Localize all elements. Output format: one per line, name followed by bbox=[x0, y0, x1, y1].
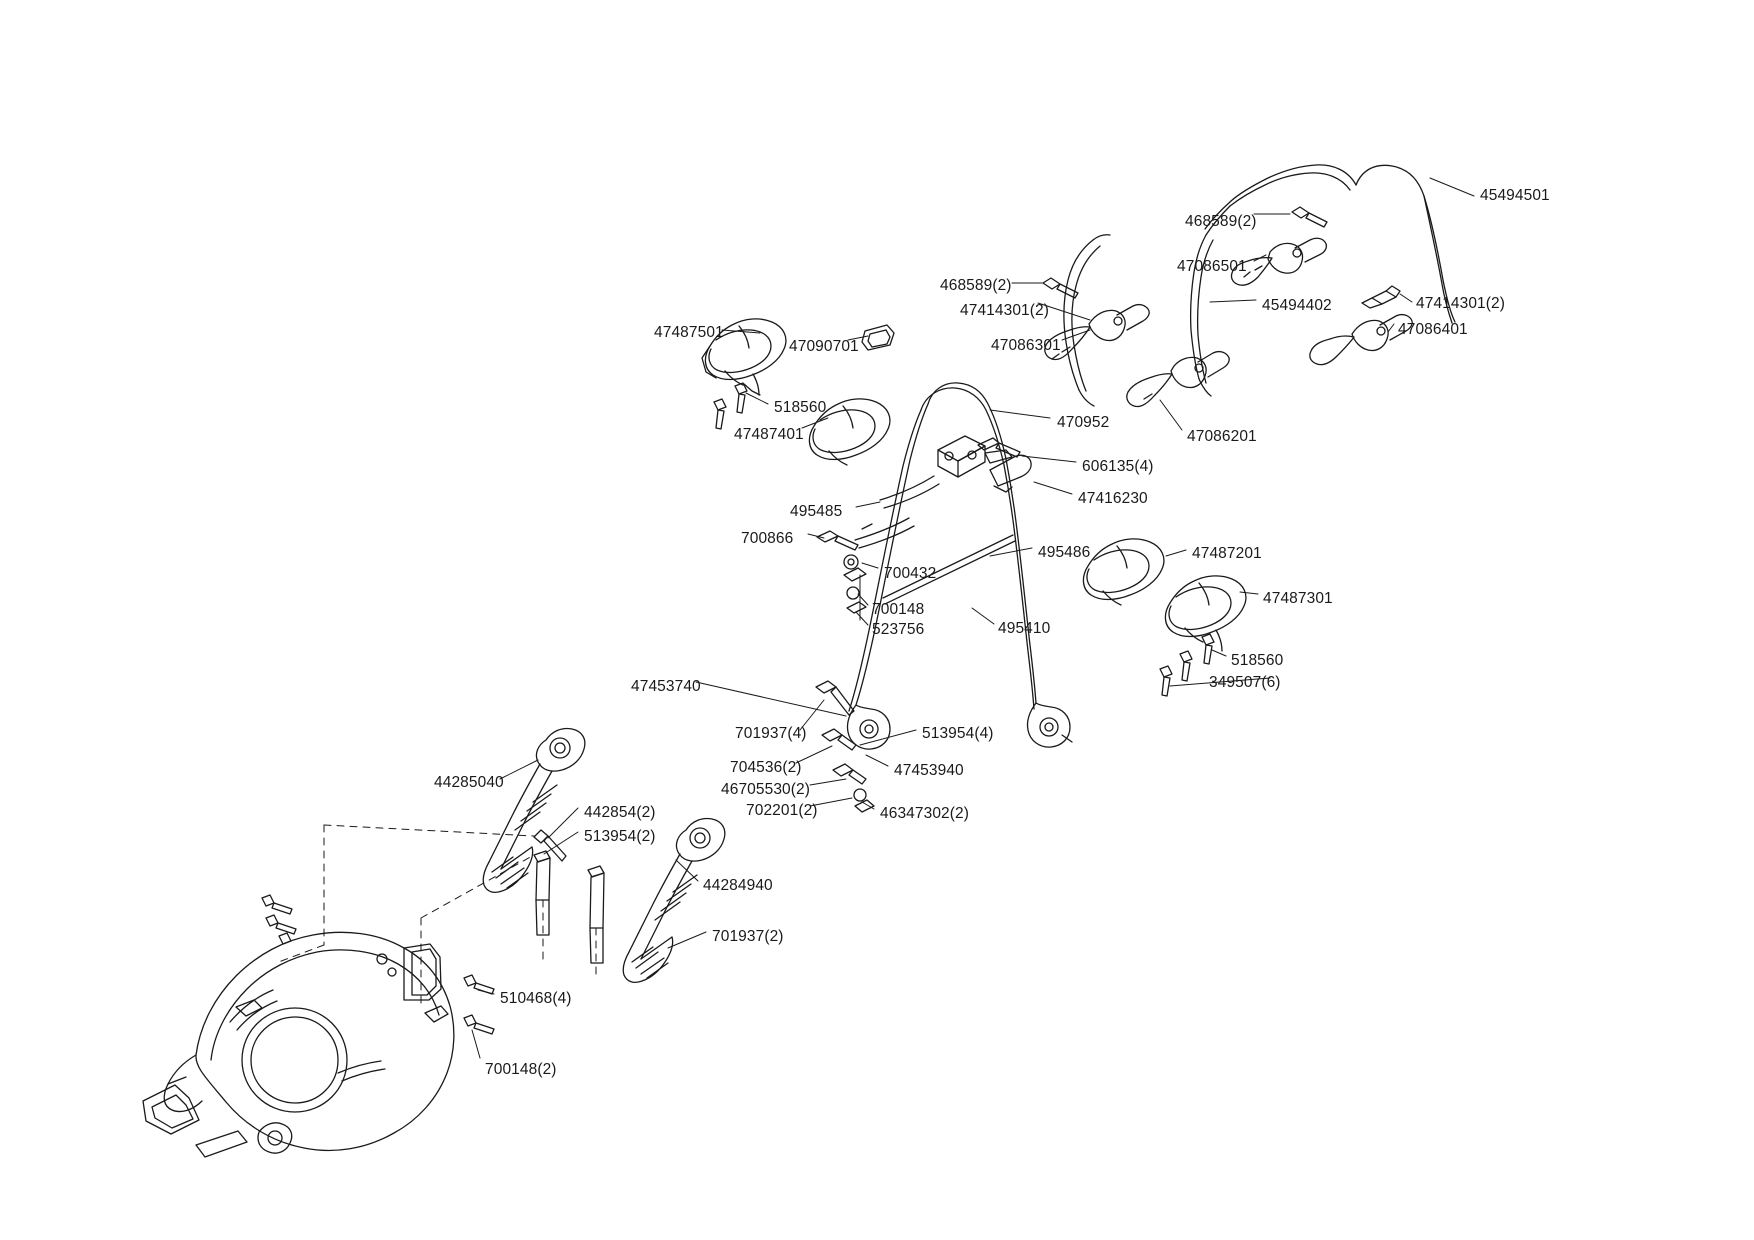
part-number-label: 518560 bbox=[1231, 652, 1284, 669]
part-number-label: 47487501 bbox=[654, 324, 724, 341]
control-block-47416230 bbox=[938, 436, 1031, 492]
cables-495485 bbox=[855, 476, 939, 548]
grip-47487301 bbox=[1165, 576, 1246, 651]
bracket-47414301-right bbox=[1362, 286, 1400, 308]
part-number-label: 513954(2) bbox=[584, 828, 656, 845]
part-number-label: 47090701 bbox=[789, 338, 859, 355]
part-number-label: 47086401 bbox=[1398, 321, 1468, 338]
main-handle-frame bbox=[847, 383, 1072, 749]
part-number-label: 442854(2) bbox=[584, 804, 656, 821]
part-number-label: 47086501 bbox=[1177, 258, 1247, 275]
screw-468589-left bbox=[1043, 278, 1078, 298]
part-number-label: 606135(4) bbox=[1082, 458, 1154, 475]
part-number-label: 46705530(2) bbox=[721, 781, 811, 798]
screws-518560-left bbox=[714, 383, 747, 429]
washer-700866 bbox=[817, 531, 858, 550]
lever-47086401 bbox=[1310, 315, 1412, 365]
part-number-label: 47453740 bbox=[631, 678, 701, 695]
part-number-label: 513954(4) bbox=[922, 725, 994, 742]
part-number-label: 510468(4) bbox=[500, 990, 572, 1007]
part-number-label: 701937(4) bbox=[735, 725, 807, 742]
mower-deck bbox=[143, 932, 454, 1157]
part-number-label: 700866 bbox=[741, 530, 794, 547]
part-number-label: 47453940 bbox=[894, 762, 964, 779]
part-number-label: 45494501 bbox=[1480, 187, 1550, 204]
part-number-label: 47487301 bbox=[1263, 590, 1333, 607]
part-number-label: 47414301(2) bbox=[960, 302, 1050, 319]
part-number-label: 518560 bbox=[774, 399, 827, 416]
rods-442854-513954 bbox=[534, 830, 604, 963]
part-number-label: 47086201 bbox=[1187, 428, 1257, 445]
part-number-label: 700148(2) bbox=[485, 1061, 557, 1078]
part-number-label: 468589(2) bbox=[940, 277, 1012, 294]
part-number-label: 349507(6) bbox=[1209, 674, 1281, 691]
part-number-label: 704536(2) bbox=[730, 759, 802, 776]
part-number-label: 47487201 bbox=[1192, 545, 1262, 562]
deck-screws bbox=[262, 895, 494, 1034]
part-number-label: 45494402 bbox=[1262, 297, 1332, 314]
bracket-44285040 bbox=[483, 728, 585, 892]
part-number-label: 523756 bbox=[872, 621, 925, 638]
part-number-label: 495410 bbox=[998, 620, 1051, 637]
part-number-label: 702201(2) bbox=[746, 802, 818, 819]
part-number-label: 495485 bbox=[790, 503, 843, 520]
clip-47090701 bbox=[862, 325, 894, 350]
part-number-label: 700432 bbox=[884, 565, 937, 582]
screws-518560-right bbox=[1160, 634, 1214, 696]
upper-handle-bar bbox=[1064, 165, 1455, 406]
lower-fasteners bbox=[816, 681, 874, 812]
part-number-label: 700148 bbox=[872, 601, 925, 618]
part-number-label: 46347302(2) bbox=[880, 805, 970, 822]
grip-47487201 bbox=[1083, 539, 1164, 605]
part-number-label: 44284940 bbox=[703, 877, 773, 894]
screw-468589-upper bbox=[1292, 207, 1327, 227]
part-number-label: 468589(2) bbox=[1185, 213, 1257, 230]
part-number-label: 47416230 bbox=[1078, 490, 1148, 507]
part-number-label: 47414301(2) bbox=[1416, 295, 1506, 312]
part-number-label: 470952 bbox=[1057, 414, 1110, 431]
part-number-label: 44285040 bbox=[434, 774, 504, 791]
part-number-label: 495486 bbox=[1038, 544, 1091, 561]
part-number-label: 47487401 bbox=[734, 426, 804, 443]
part-number-label: 47086301 bbox=[991, 337, 1061, 354]
part-number-label: 701937(2) bbox=[712, 928, 784, 945]
lever-47086201 bbox=[1127, 352, 1229, 407]
